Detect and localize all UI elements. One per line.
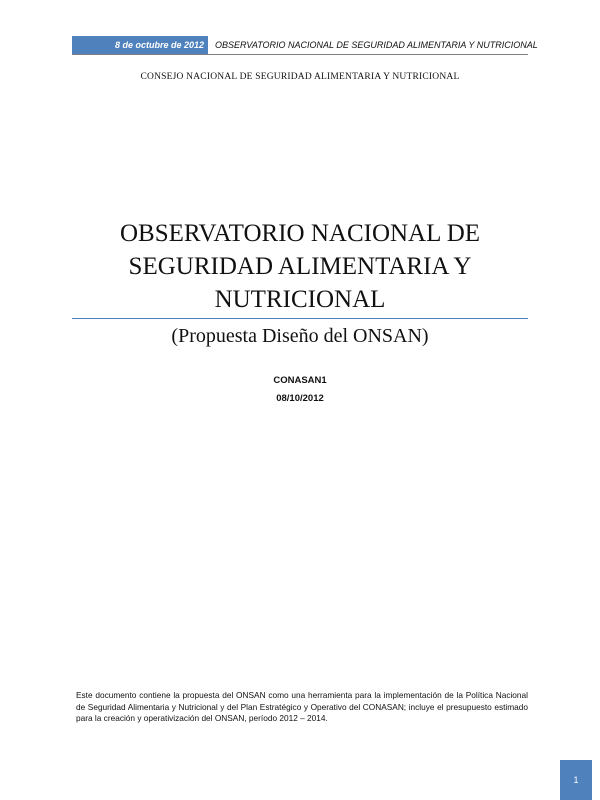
- header-date: 8 de octubre de 2012: [72, 36, 208, 54]
- running-header: [72, 36, 538, 55]
- page-number: 1: [560, 760, 592, 800]
- header-title: OBSERVATORIO NACIONAL DE SEGURIDAD ALIMENTARIA Y NUTRICIONAL: [215, 40, 538, 50]
- title-line-3: NUTRICIONAL: [214, 286, 386, 313]
- document-subtitle: (Propuesta Diseño del ONSAN): [171, 325, 429, 347]
- document-abstract: Este documento contiene la propuesta del ONSAN como una herramienta para la implementación de la Política Nacional de Seguridad Alimentaria y Nutricional y del Plan Estratégico y Operativo del CONASAN; incluye el presupuesto estimado para la creación y operativización del ONSAN, período 2012 – 2014.: [76, 690, 528, 723]
- document-date: 08/10/2012: [276, 393, 324, 404]
- council-name: CONSEJO NACIONAL DE SEGURIDAD ALIMENTARIA Y NUTRICIONAL: [140, 72, 460, 82]
- title-divider: [72, 318, 528, 319]
- title-line-1: OBSERVATORIO NACIONAL DE: [119, 220, 481, 247]
- title-line-2: SEGURIDAD ALIMENTARIA Y: [128, 253, 472, 280]
- document-author: CONASAN1: [273, 375, 327, 386]
- document-title: [72, 217, 528, 316]
